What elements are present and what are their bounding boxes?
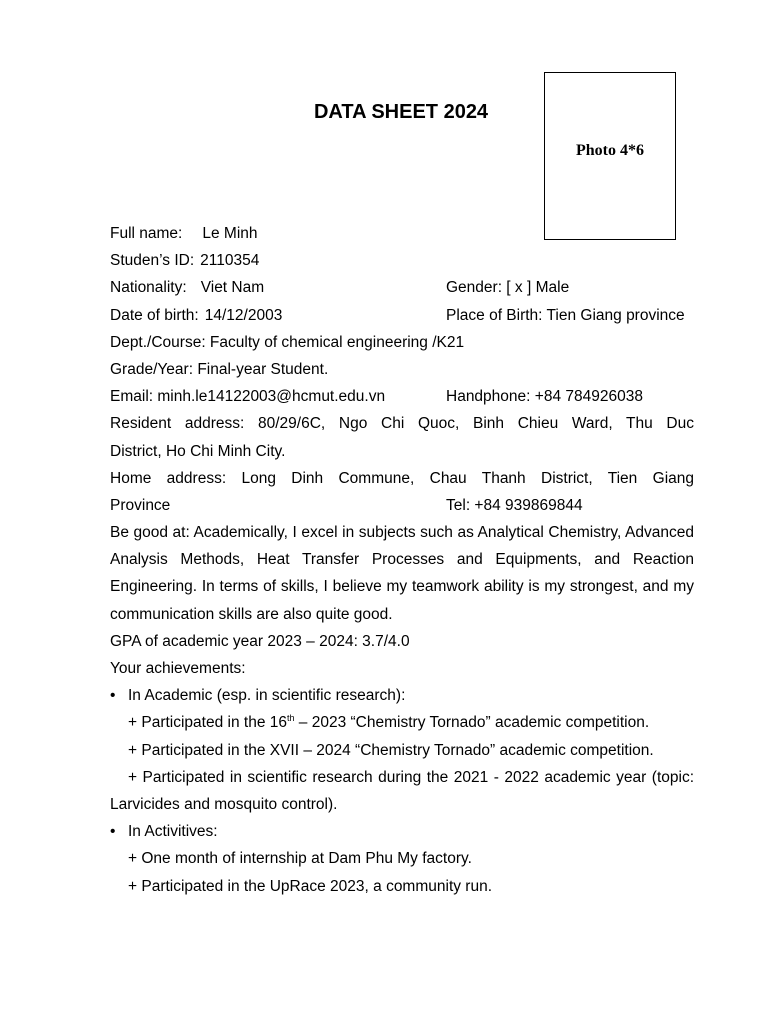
photo-label: Photo 4*6 <box>576 142 644 159</box>
academic-item-1-text: + Participated in the 16 <box>128 714 287 732</box>
data-sheet-body <box>110 220 694 900</box>
academic-item-3: + Participated in scientific research during the 2021 - 2022 academic year (topic: Larvicides and mosquito control). <box>110 768 694 814</box>
full-name-label: Full name: <box>110 225 183 242</box>
nationality-row <box>110 274 694 301</box>
dept-row: Dept./Course: Faculty of chemical engineering /K21 <box>110 333 465 351</box>
list-item-academic <box>110 682 694 709</box>
gender-field: Gender: [ x ] Male <box>446 279 570 297</box>
academic-item-2: + Participated in the XVII – 2024 “Chemistry Tornado” academic competition. <box>128 741 654 759</box>
ordinal-suffix: th <box>286 713 295 724</box>
achievements-label: Your achievements: <box>110 660 246 678</box>
academic-item-1-rest: – 2023 “Chemistry Tornado” academic competition. <box>294 714 650 732</box>
student-id-label: Studen’s ID: <box>110 252 195 270</box>
dob-label: Date of birth: <box>110 306 199 324</box>
home-address-line1: Home address: Long Dinh Commune, Chau Thanh District, Tien Giang <box>110 469 694 487</box>
tel-field: Tel: +84 939869844 <box>446 496 583 514</box>
dob-value: 14/12/2003 <box>204 306 283 324</box>
page-title: DATA SHEET 2024 <box>313 101 489 123</box>
academic-item-1 <box>110 709 694 736</box>
activities-item-1: + One month of internship at Dam Phu My factory. <box>128 850 472 868</box>
full-name-row <box>110 220 694 247</box>
dob-row <box>110 302 694 329</box>
home-address-province: Province <box>110 496 171 514</box>
photo-placeholder <box>544 72 676 240</box>
full-name-value: Le Minh <box>202 225 258 242</box>
academic-heading: In Academic (esp. in scientific research): <box>128 687 406 705</box>
activities-item-2: + Participated in the UpRace 2023, a community run. <box>128 877 493 895</box>
email-field: Email: minh.le14122003@hcmut.edu.vn <box>110 388 386 406</box>
bullet-icon: • <box>110 823 116 841</box>
email-row <box>110 383 694 410</box>
grade-row: Grade/Year: Final-year Student. <box>110 360 329 378</box>
activities-heading: In Activitives: <box>128 823 218 841</box>
student-id-value: 2110354 <box>200 252 260 270</box>
bullet-icon: • <box>110 687 116 705</box>
home-address-line2 <box>110 492 694 519</box>
handphone-field: Handphone: +84 784926038 <box>446 388 643 406</box>
resident-address-line2: District, Ho Chi Minh City. <box>110 442 286 460</box>
good-at-paragraph: Be good at: Academically, I excel in subjects such as Analytical Chemistry, Advanced Analysis Methods, Heat Transfer Processes and Equipments, and Reaction Engineering. In terms of skills, I believe my teamwork ability is my strongest, and my communication skills are also quite good. <box>110 524 694 623</box>
nationality-label: Nationality: <box>110 279 187 297</box>
list-item-activities <box>110 818 694 845</box>
nationality-value: Viet Nam <box>200 279 265 297</box>
resident-address-line1: Resident address: 80/29/6C, Ngo Chi Quoc, Binh Chieu Ward, Thu Duc <box>110 415 694 433</box>
gpa-row: GPA of academic year 2023 – 2024: 3.7/4.0 <box>110 632 410 650</box>
place-of-birth-field: Place of Birth: Tien Giang province <box>446 306 685 324</box>
student-id-row <box>110 247 694 274</box>
